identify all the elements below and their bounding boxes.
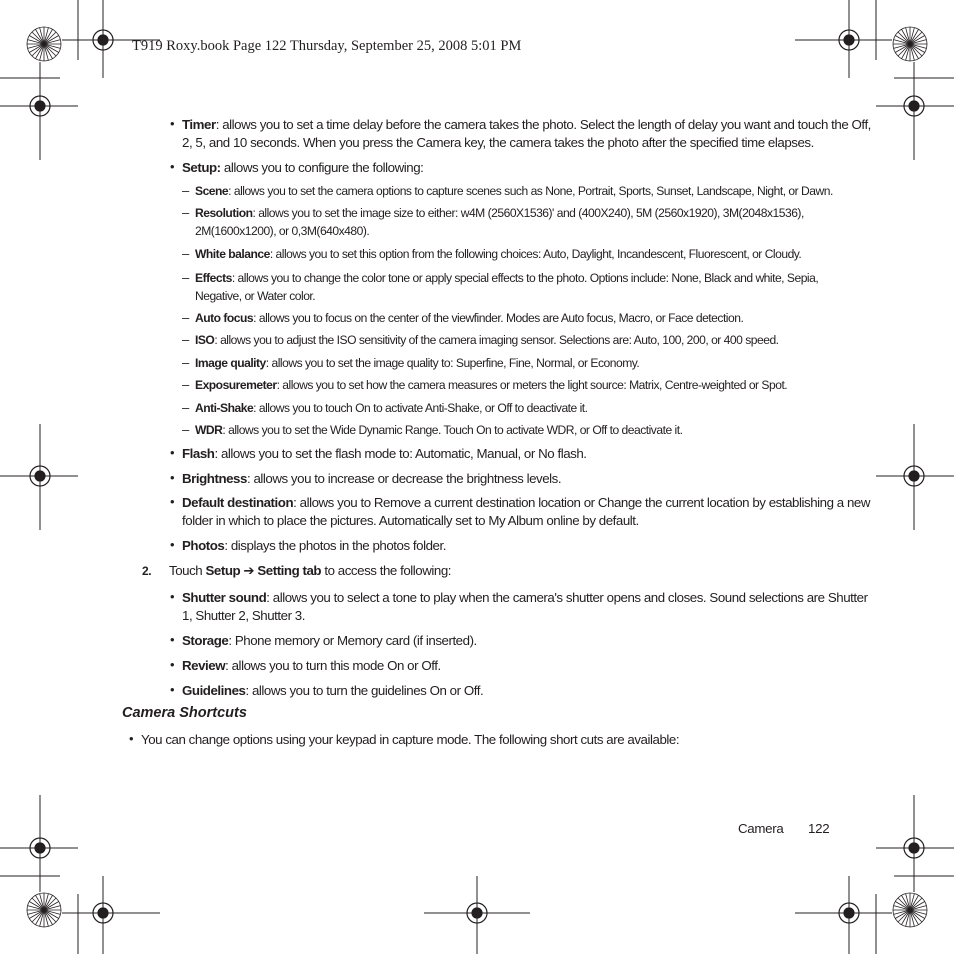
- item-term: Effects: [195, 271, 232, 285]
- bullet-timer: [182, 116, 871, 152]
- bullet-setting: [182, 682, 483, 700]
- step-text: to access the following:: [321, 563, 452, 578]
- item-description-continued: 1, Shutter 2, Shutter 3.: [182, 608, 305, 623]
- dash-marker: –: [182, 422, 190, 437]
- item-description-continued: 2M(1600x1200), or 0,3M(640x480).: [195, 223, 370, 238]
- arrow-icon: ➔: [240, 563, 258, 578]
- item-description: : allows you to select a tone to play when the camera's shutter opens and closes. Sound selections are Shutter: [266, 590, 868, 605]
- item-description: : allows you to focus on the center of the viewfinder. Modes are Auto focus, Macro, or Face detection.: [253, 311, 744, 325]
- setup-subitem: [195, 270, 818, 305]
- item-term: Image quality: [195, 356, 266, 370]
- menu-setting-tab: Setting tab: [257, 563, 322, 578]
- dash-marker: –: [182, 377, 190, 392]
- item-description: : allows you to set the image size to either: w4M (2560X1536)' and (400X240), 5M (2560x1920), 3M(2048x1536),: [252, 206, 804, 220]
- step-2-instruction: [169, 562, 451, 580]
- setup-subitem: [195, 377, 787, 395]
- bullet-marker: •: [170, 116, 175, 131]
- menu-setup: Setup: [205, 563, 241, 578]
- item-description-continued: Negative, or Water color.: [195, 288, 316, 303]
- item-term: Guidelines: [182, 683, 246, 698]
- item-description: : allows you to set the flash mode to: Automatic, Manual, or No flash.: [214, 446, 587, 461]
- dash-marker: –: [182, 355, 190, 370]
- item-term: Brightness: [182, 471, 247, 486]
- item-description: : allows you to touch On to activate Anti-Shake, or Off to deactivate it.: [253, 401, 588, 415]
- item-term: White balance: [195, 247, 270, 261]
- item-term: Resolution: [195, 206, 253, 220]
- item-description-continued: 2, 5, and 10 seconds. When you press the Camera key, the camera takes the photo after the specified time elapses.: [182, 135, 814, 150]
- bullet-setup: [182, 159, 423, 177]
- bullet-marker: •: [170, 470, 175, 485]
- shortcuts-intro: You can change options using your keypad in capture mode. The following short cuts are available:: [141, 732, 680, 747]
- item-term: Exposuremeter: [195, 378, 277, 392]
- item-term: ISO: [195, 333, 215, 347]
- bullet-marker: •: [170, 537, 175, 552]
- dash-marker: –: [182, 183, 190, 198]
- dash-marker: –: [182, 246, 190, 261]
- bullet-camera-option: [182, 537, 446, 555]
- item-term: Review: [182, 658, 226, 673]
- item-description: : allows you to set the image quality to: Superfine, Fine, Normal, or Economy.: [265, 356, 640, 370]
- bullet-camera-option: [182, 494, 870, 530]
- bullet-setting: [182, 657, 441, 675]
- setup-subitem: [195, 310, 743, 328]
- setup-subitem: [195, 332, 779, 350]
- setup-subitem: [195, 355, 639, 373]
- print-header: T919 Roxy.book Page 122 Thursday, September 25, 2008 5:01 PM: [132, 38, 522, 54]
- item-term: Setup:: [182, 160, 221, 175]
- item-description-continued: folder in which to place the pictures. Automatically set to My Album online by default.: [182, 513, 639, 528]
- section-title: Camera Shortcuts: [122, 705, 247, 721]
- dash-marker: –: [182, 205, 190, 220]
- item-term: Flash: [182, 446, 215, 461]
- item-term: Scene: [195, 184, 229, 198]
- dash-marker: –: [182, 270, 190, 285]
- bullet-marker: •: [170, 682, 175, 697]
- item-term: Storage: [182, 633, 229, 648]
- page-number: 122: [808, 821, 830, 836]
- item-description: : allows you to turn the guidelines On or Off.: [245, 683, 484, 698]
- item-description: : allows you to set this option from the following choices: Auto, Daylight, Incandescent, Fluorescent, or Cloudy.: [269, 247, 802, 261]
- step-text: Touch: [169, 563, 206, 578]
- bullet-marker: •: [170, 657, 175, 672]
- bullet-marker: •: [170, 589, 175, 604]
- item-term: Timer: [182, 117, 216, 132]
- footer-section-name: Camera: [738, 821, 784, 836]
- item-term: Anti-Shake: [195, 401, 254, 415]
- item-description: : allows you to set a time delay before the camera takes the photo. Select the length of delay you want and touch the Off,: [215, 117, 871, 132]
- item-description: : allows you to set how the camera measures or meters the light source: Matrix, Centre-weighted or Spot.: [276, 378, 788, 392]
- setup-subitem: [195, 422, 682, 440]
- item-description: : allows you to change the color tone or apply special effects to the photo. Options include: None, Black and white, Sepia,: [231, 271, 819, 285]
- item-description: : allows you to turn this mode On or Off.: [225, 658, 441, 673]
- item-term: Photos: [182, 538, 225, 553]
- item-description: : allows you to Remove a current destination location or Change the current location by establishing a new: [293, 495, 871, 510]
- item-description: : Phone memory or Memory card (if inserted).: [228, 633, 477, 648]
- item-term: Auto focus: [195, 311, 254, 325]
- setup-subitem: [195, 400, 588, 418]
- item-description: : allows you to set the Wide Dynamic Range. Touch On to activate WDR, or Off to deactivate it.: [222, 423, 683, 437]
- bullet-setting: [182, 589, 868, 625]
- item-description: : allows you to adjust the ISO sensitivity of the camera imaging sensor. Selections are: Auto, 100, 200, or 400 speed.: [214, 333, 779, 347]
- step-number: 2.: [142, 564, 152, 578]
- bullet-marker: •: [129, 731, 134, 746]
- setup-subitem: [195, 183, 833, 201]
- dash-marker: –: [182, 332, 190, 347]
- bullet-camera-option: [182, 445, 587, 463]
- dash-marker: –: [182, 400, 190, 415]
- bullet-marker: •: [170, 632, 175, 647]
- item-term: WDR: [195, 423, 223, 437]
- setup-subitem: [195, 205, 804, 240]
- item-description: : displays the photos in the photos folder.: [224, 538, 446, 553]
- bullet-setting: [182, 632, 477, 650]
- item-description: allows you to configure the following:: [220, 160, 424, 175]
- bullet-marker: •: [170, 159, 175, 174]
- bullet-marker: •: [170, 445, 175, 460]
- item-term: Default destination: [182, 495, 294, 510]
- setup-subitem: [195, 246, 801, 264]
- item-description: : allows you to set the camera options to capture scenes such as None, Portrait, Sports, Sunset, Landscape, Night, or Dawn.: [228, 184, 833, 198]
- item-term: Shutter sound: [182, 590, 267, 605]
- bullet-camera-option: [182, 470, 561, 488]
- item-description: : allows you to increase or decrease the brightness levels.: [246, 471, 562, 486]
- bullet-marker: •: [170, 494, 175, 509]
- dash-marker: –: [182, 310, 190, 325]
